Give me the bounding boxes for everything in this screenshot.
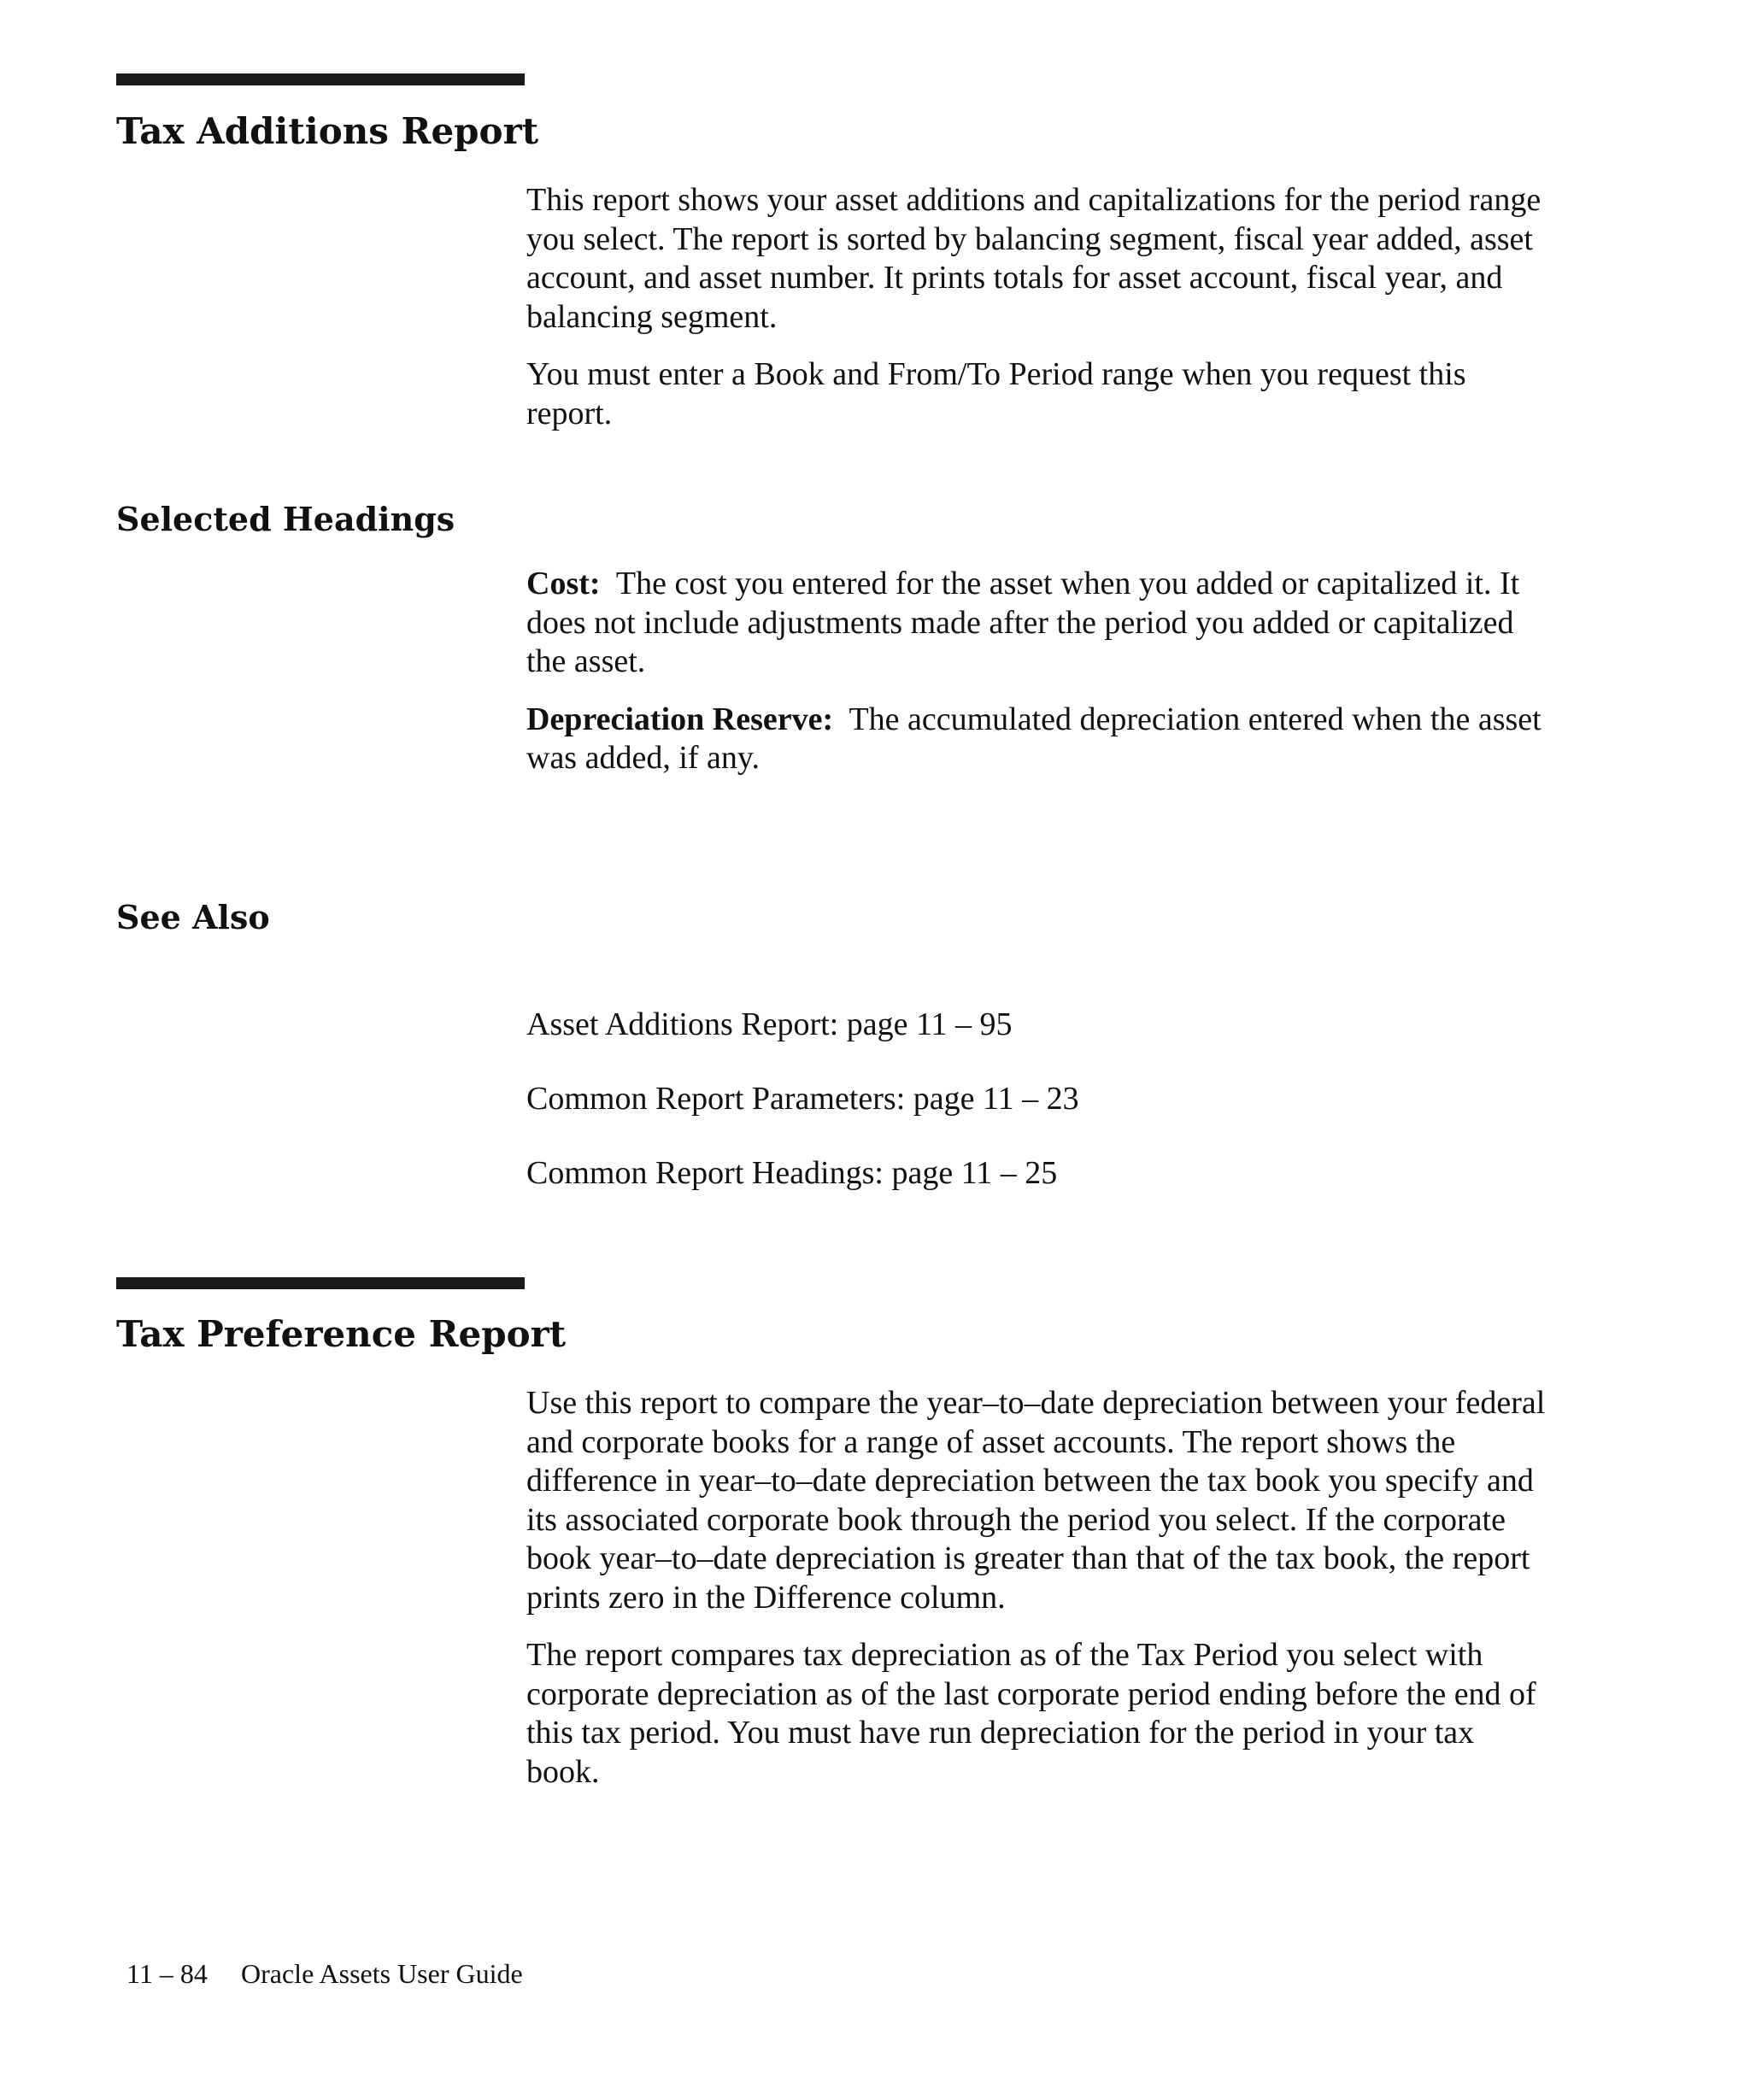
definition-term: Depreciation Reserve: (526, 701, 834, 737)
paragraph: Use this report to compare the year–to–date depreciation between your federal and corporate books for a range of asset accounts. The report shows the difference in year–to–date depreciation between the tax book you specify and its associated corporate book through the period you select. If the corporate book year–to–date depreciation is greater than that of the tax book, the report prints zero in the Difference column. (526, 1385, 1546, 1616)
see-also-link[interactable]: Asset Additions Report: page 11 – 95 (526, 1006, 1013, 1042)
section-divider-rule (116, 1277, 525, 1289)
tax-additions-body (526, 181, 1552, 433)
selected-headings-body (526, 565, 1552, 778)
section-title-tax-additions: Tax Additions Report (116, 110, 539, 152)
section-title-selected-headings: Selected Headings (116, 500, 455, 538)
section-title-see-also: See Also (116, 898, 270, 936)
tax-preference-body (526, 1384, 1552, 1792)
heading-definition-cost (526, 565, 1552, 682)
definition-term: Cost: (526, 566, 601, 601)
definition-text: The cost you entered for the asset when you added or capitalized it. It does not include adjustments made after the period you added or capitalized the asset. (526, 566, 1520, 679)
heading-definition-depreciation-reserve (526, 701, 1552, 778)
section-divider-rule (116, 73, 525, 85)
guide-title: Oracle Assets User Guide (241, 1958, 523, 1989)
paragraph: This report shows your asset additions and capitalizations for the period range you select. The report is sorted by balancing segment, fiscal year added, asset account, and asset number. It prints totals for asset account, fiscal year, and balancing segment. (526, 182, 1542, 335)
paragraph: You must enter a Book and From/To Period range when you request this report. (526, 356, 1466, 431)
see-also-link[interactable]: Common Report Headings: page 11 – 25 (526, 1155, 1058, 1191)
page-footer (126, 1956, 523, 1991)
section-title-tax-preference: Tax Preference Report (116, 1313, 567, 1355)
see-also-link[interactable]: Common Report Parameters: page 11 – 23 (526, 1081, 1079, 1117)
paragraph: The report compares tax depreciation as of the Tax Period you select with corporate depreciation as of the last corporate period ending before the end of this tax period. You must have run depreciation for the period in your tax book. (526, 1637, 1536, 1790)
page-number: 11 – 84 (126, 1958, 208, 1989)
definition-text: The accumulated depreciation entered when the asset was added, if any. (526, 701, 1542, 776)
